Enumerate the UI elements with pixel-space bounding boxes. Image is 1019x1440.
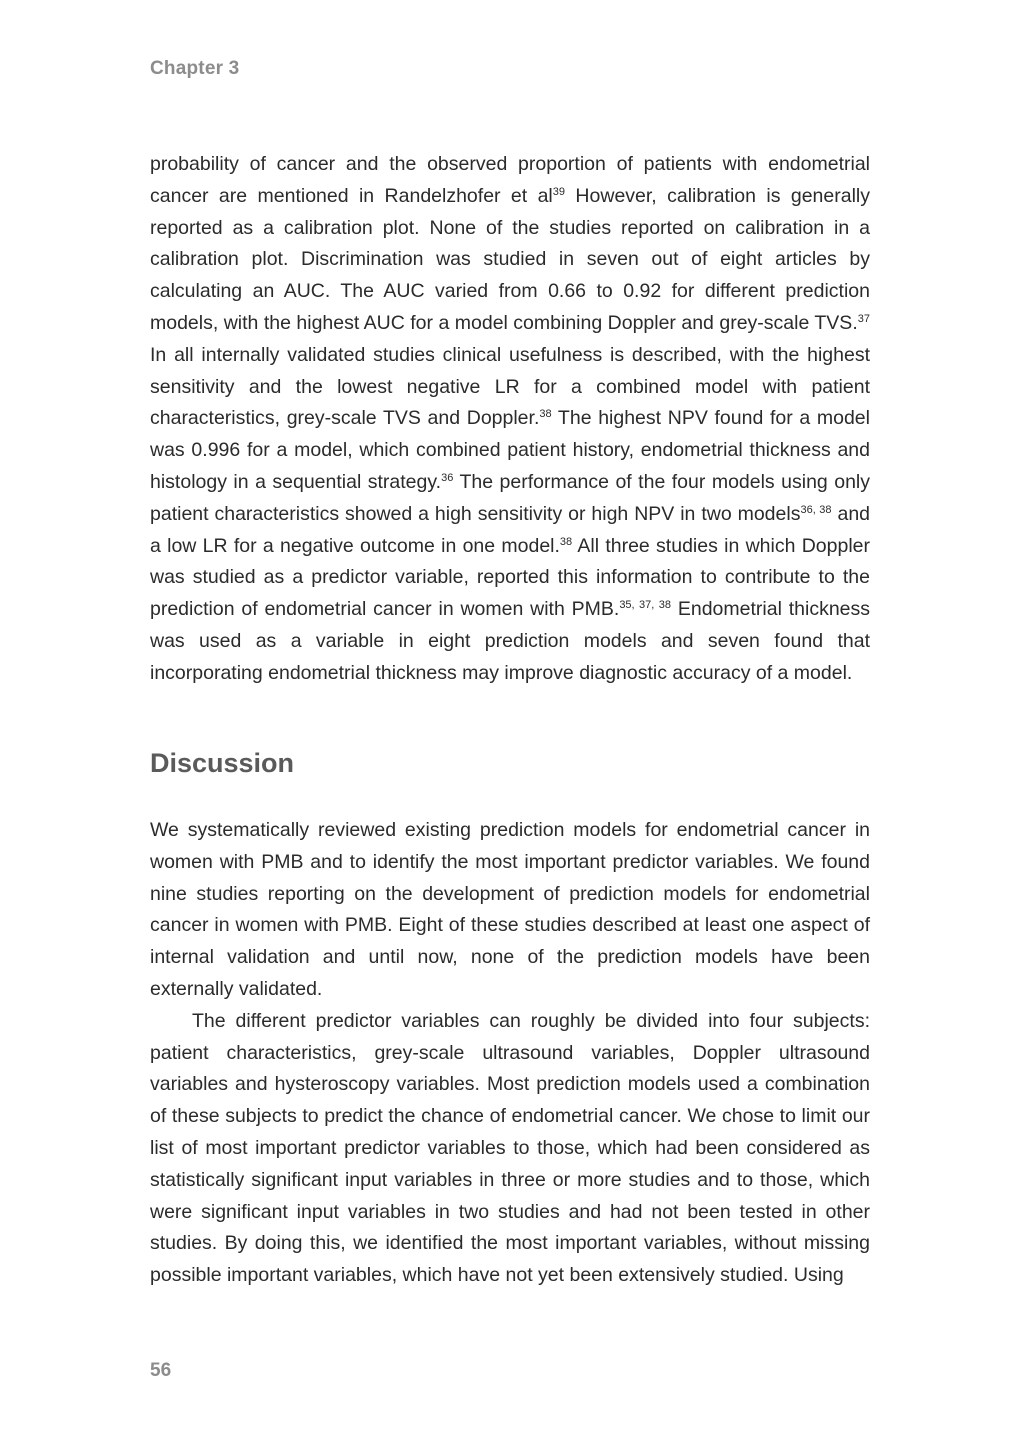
citation-37: 37 xyxy=(857,312,870,325)
citation-36: 36 xyxy=(441,471,454,484)
citation-38: 38 xyxy=(539,408,552,421)
running-head: Chapter 3 xyxy=(150,58,240,79)
sentence-1: probability of cancer and the observed proportion of patients with endometrial cancer are mentioned in Randelzhofer et al xyxy=(150,153,870,207)
discussion-text xyxy=(150,815,870,1292)
results-paragraph xyxy=(150,149,870,690)
citation-35-37-38: 35, 37, 38 xyxy=(619,599,672,612)
sentence-3: In all internally validated studies clinical usefulness is described, with the highest sensitivity and the lowest negative LR for a combined model with patient characteristics, grey-scale TVS and Doppler. xyxy=(150,343,870,430)
results-text xyxy=(150,149,870,690)
sentence-6: and a low LR for a negative outcome in one model. xyxy=(150,502,871,557)
page-number: 56 xyxy=(150,1360,172,1381)
discussion-paragraph-1: We systematically reviewed existing prediction models for endometrial cancer in women with PMB and to identify the most important predictor variables. We found nine studies reporting on the development of prediction models for endometrial cancer in women with PMB. Eight of these studies described at least one aspect of internal validation and until now, none of the prediction models have been externally validated. xyxy=(150,819,870,1000)
sentence-2: However, calibration is generally reported as a calibration plot. None of the studies reported on calibration in a calibration plot. Discrimination was studied in seven out of eight articles by calculating an AUC. The AUC varied from 0.66 to 0.92 for different prediction models, with the highest AUC for a model combining Doppler and grey-scale TVS. xyxy=(150,184,871,334)
sentence-5: The performance of the four models using only patient characteristics showed a high sensitivity or high NPV in two models xyxy=(150,470,870,525)
discussion-paragraph-2: The different predictor variables can roughly be divided into four subjects: patient characteristics, grey-scale ultrasound variables, Doppler ultrasound variables and hysteroscopy variables. Most prediction models used a combination of these subjects to predict the chance of endometrial cancer. We chose to limit our list of most important predictor variables to those, which had been considered as statistically significant input variables in three or more studies and to those, which were significant input variables in two studies and had not been tested in other studies. By doing this, we identified the most important variables, without missing possible important variables, which have not yet been extensively studied. Using xyxy=(150,1009,870,1287)
sentence-8: Endometrial thickness was used as a variable in eight prediction models and seven found that incorporating endometrial thickness may improve diagnostic accuracy of a model. xyxy=(150,598,871,684)
section-heading: Discussion xyxy=(150,748,295,778)
sentence-7: All three studies in which Doppler was studied as a predictor variable, reported this information to contribute to the prediction of endometrial cancer in women with PMB. xyxy=(150,534,870,621)
citation-36-38: 36, 38 xyxy=(800,503,832,516)
citation-38b: 38 xyxy=(559,535,573,548)
sentence-4: The highest NPV found for a model was 0.996 for a model, which combined patient history, endometrial thickness and histology in a sequential strategy. xyxy=(150,407,870,493)
citation-39: 39 xyxy=(552,185,566,198)
